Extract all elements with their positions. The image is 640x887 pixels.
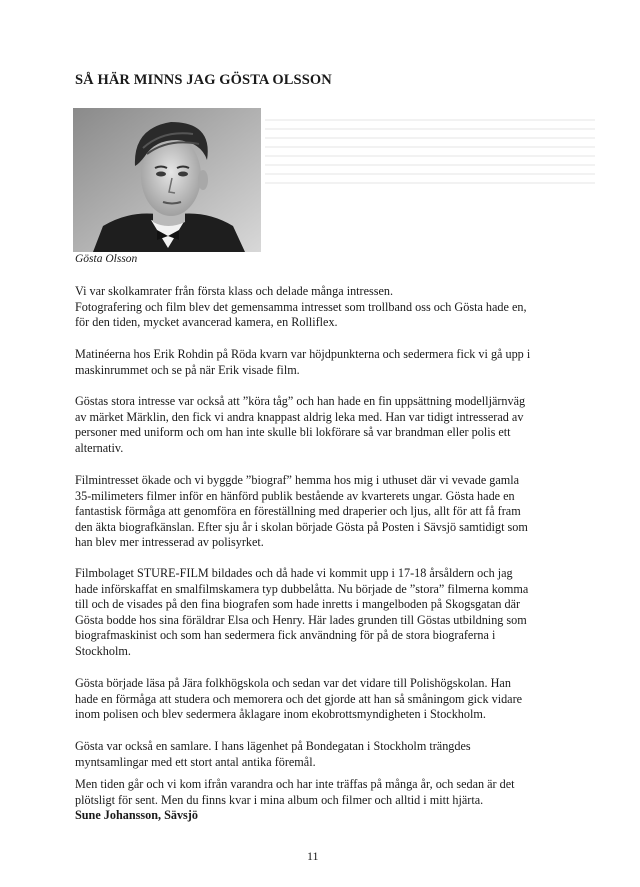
photo-caption: Gösta Olsson	[75, 253, 138, 265]
text-line: Gösta bodde hos sina föräldrar Elsa och Henry. Här lades grunden till Göstas utbildning som	[75, 612, 527, 627]
article-title: SÅ HÄR MINNS JAG GÖSTA OLSSON	[75, 72, 332, 88]
text-line: personer med uniform och om han inte skulle bli lokförare så var brandman eller polis ett	[75, 425, 511, 440]
paragraph	[75, 777, 575, 808]
show-through-texture	[265, 112, 595, 222]
text-line: för den tiden, mycket avancerad kamera, en Rolliflex.	[75, 315, 338, 330]
text-line: Matinéerna hos Erik Rohdin på Röda kvarn var höjdpunkterna och sedermera fick vi gå upp i	[75, 347, 531, 361]
paragraph	[75, 394, 575, 456]
paragraph	[75, 566, 575, 660]
paragraph	[75, 473, 575, 551]
text-line: hade en förmåga att studera och memorera och det gjorde att han så småningom gick vidare	[75, 691, 523, 706]
text-line: den äkta biografkänslan. Efter sju år i skolan började Gösta på Posten i Sävsjö samtidigt som	[75, 519, 528, 534]
text-line: Men tiden går och vi kom ifrån varandra och har inte träffas på många år, och sedan är det	[75, 777, 515, 791]
paragraph	[75, 676, 575, 723]
text-line: Göstas stora intresse var också att ”köra tåg” och han hade en fin uppsättning modelljärnväg	[75, 394, 526, 408]
text-line: till och de visades på den fina biografen som hade inretts i mangelboden på Skogsgatan där	[75, 597, 521, 612]
portrait-photo	[73, 108, 261, 252]
text-line: Filmintresset ökade och vi byggde ”biograf” hemma hos mig i uthuset där vi vevade gamla	[75, 473, 520, 487]
text-line: Filmbolaget STURE-FILM bildades och då hade vi kommit upp i 17-18 årsåldern och jag	[75, 566, 513, 580]
page-number: 11	[307, 849, 319, 863]
text-line: biografmaskinist och som han sedermera fick användning för på de stora biograferna i	[75, 628, 496, 643]
text-line: alternativ.	[75, 440, 124, 455]
text-line: Fotografering och film blev det gemensamma intresset som trollband oss och Gösta hade en,	[75, 299, 527, 314]
text-line: han blev mer intresserad av polisyrket.	[75, 535, 264, 550]
author-signature: Sune Johansson, Sävsjö	[75, 808, 198, 822]
text-line: plötsligt för sent. Men du finns kvar i mina album och filmer och alltid i mitt hjärta.	[75, 792, 484, 807]
text-line: fantastisk förmåga att genomföra en föreställning med draperier och ljus, allt för att få fram	[75, 504, 521, 519]
text-line: Stockholm.	[75, 643, 131, 658]
text-line: myntsamlingar med ett stort antal antika föremål.	[75, 754, 316, 769]
paragraph	[75, 284, 575, 331]
text-line: 35-milimeters filmer inför en hänförd publik bestående av kvarterets ungar. Gösta hade en	[75, 488, 515, 503]
text-line: Vi var skolkamrater från första klass och delade många intressen.	[75, 284, 394, 298]
paragraph	[75, 347, 575, 378]
text-line: hade införskaffat en smalfilmskamera typ dubbelåtta. Nu började de ”stora” filmerna komma	[75, 581, 529, 596]
text-line: inom polisen och blev sedermera åklagare inom ekobrottsmyndigheten i Stockholm.	[75, 707, 486, 722]
text-line: Gösta började läsa på Jära folkhögskola och sedan var det vidare till Polishögskolan. Han	[75, 676, 511, 690]
text-line: av märket Märklin, den fick vi andra knappast aldrig leka med. Han var tidigt intresserad av	[75, 409, 524, 424]
text-line: Gösta var också en samlare. I hans lägenhet på Bondegatan i Stockholm trängdes	[75, 739, 471, 753]
paragraph	[75, 739, 575, 770]
text-line: maskinrummet och se på när Erik visade film.	[75, 362, 300, 377]
